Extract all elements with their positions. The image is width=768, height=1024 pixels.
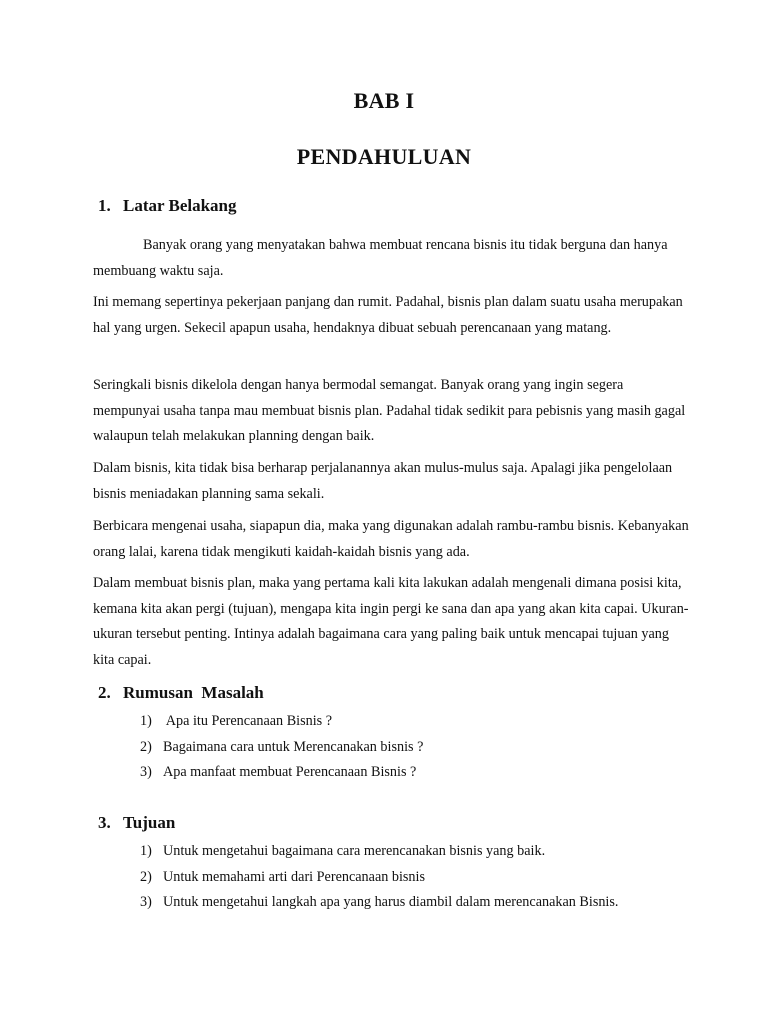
section-heading-rumusan-masalah — [98, 683, 264, 703]
paragraph: Banyak orang yang menyatakan bahwa membuat rencana bisnis itu tidak berguna dan hanya membuang waktu saja. — [93, 237, 668, 279]
section-number: 2. — [98, 683, 111, 702]
item-text: Untuk mengetahui bagaimana cara merencanakan bisnis yang baik. — [163, 843, 546, 859]
paragraph: Dalam membuat bisnis plan, maka yang pertama kali kita lakukan adalah mengenali dimana posisi kita, kemana kita akan pergi (tujuan), mengapa kita ingin pergi ke sana dan apa yang akan kita capai. Ukuran-ukuran tersebut penting. Intinya adalah bagaimana cara yang paling baik untuk mencapai tujuan yang kita capai. — [93, 575, 689, 668]
section-heading-tujuan — [98, 813, 175, 833]
list-item — [140, 709, 423, 735]
list-item — [140, 735, 423, 761]
section-title: Latar Belakang — [123, 196, 237, 215]
item-number: 1) — [140, 843, 152, 859]
problem-list — [140, 709, 423, 786]
list-item — [140, 839, 618, 865]
item-number: 3) — [140, 894, 152, 910]
item-text: Untuk mengetahui langkah apa yang harus diambil dalam merencanakan Bisnis. — [163, 894, 619, 910]
chapter-number: BAB I — [353, 88, 415, 113]
item-text: Untuk memahami arti dari Perencanaan bisnis — [163, 868, 425, 885]
paragraph: Seringkali bisnis dikelola dengan hanya bermodal semangat. Banyak orang yang ingin segera mempunyai usaha tanpa mau membuat bisnis plan. Padahal tidak sedikit para pebisnis yang masih gagal walaupun telah melakukan planning dengan baik. — [93, 377, 686, 444]
item-number: 3) — [140, 764, 152, 780]
list-item — [140, 865, 618, 891]
section-title: Rumusan Masalah — [123, 683, 264, 702]
item-text: Apa manfaat membuat Perencanaan Bisnis ? — [163, 764, 417, 780]
objective-list — [140, 839, 618, 916]
paragraph: Berbicara mengenai usaha, siapapun dia, maka yang digunakan adalah rambu-rambu bisnis. Kebanyakan orang lalai, karena tidak mengikuti kaidah-kaidah bisnis yang ada. — [93, 518, 689, 560]
item-number: 1) — [140, 713, 152, 729]
item-text: Apa itu Perencanaan Bisnis ? — [163, 713, 333, 729]
item-number: 2) — [140, 738, 152, 755]
list-item — [140, 760, 423, 786]
list-item — [140, 890, 618, 916]
paragraph: Dalam bisnis, kita tidak bisa berharap perjalanannya akan mulus-mulus saja. Apalagi jika pengelolaan bisnis meniadakan planning sama sekali. — [93, 460, 673, 502]
section-title: Tujuan — [123, 813, 176, 832]
item-number: 2) — [140, 868, 152, 885]
section-number: 3. — [98, 813, 111, 832]
chapter-title: PENDAHULUAN — [296, 144, 472, 169]
paragraph: Ini memang sepertinya pekerjaan panjang dan rumit. Padahal, bisnis plan dalam suatu usaha merupakan hal yang urgen. Sekecil apapun usaha, hendaknya dibuat sebuah perencanaan yang matang. — [93, 294, 683, 336]
section-heading-latar-belakang — [98, 196, 237, 216]
item-text: Bagaimana cara untuk Merencanakan bisnis ? — [163, 738, 424, 755]
section-number: 1. — [98, 196, 111, 215]
